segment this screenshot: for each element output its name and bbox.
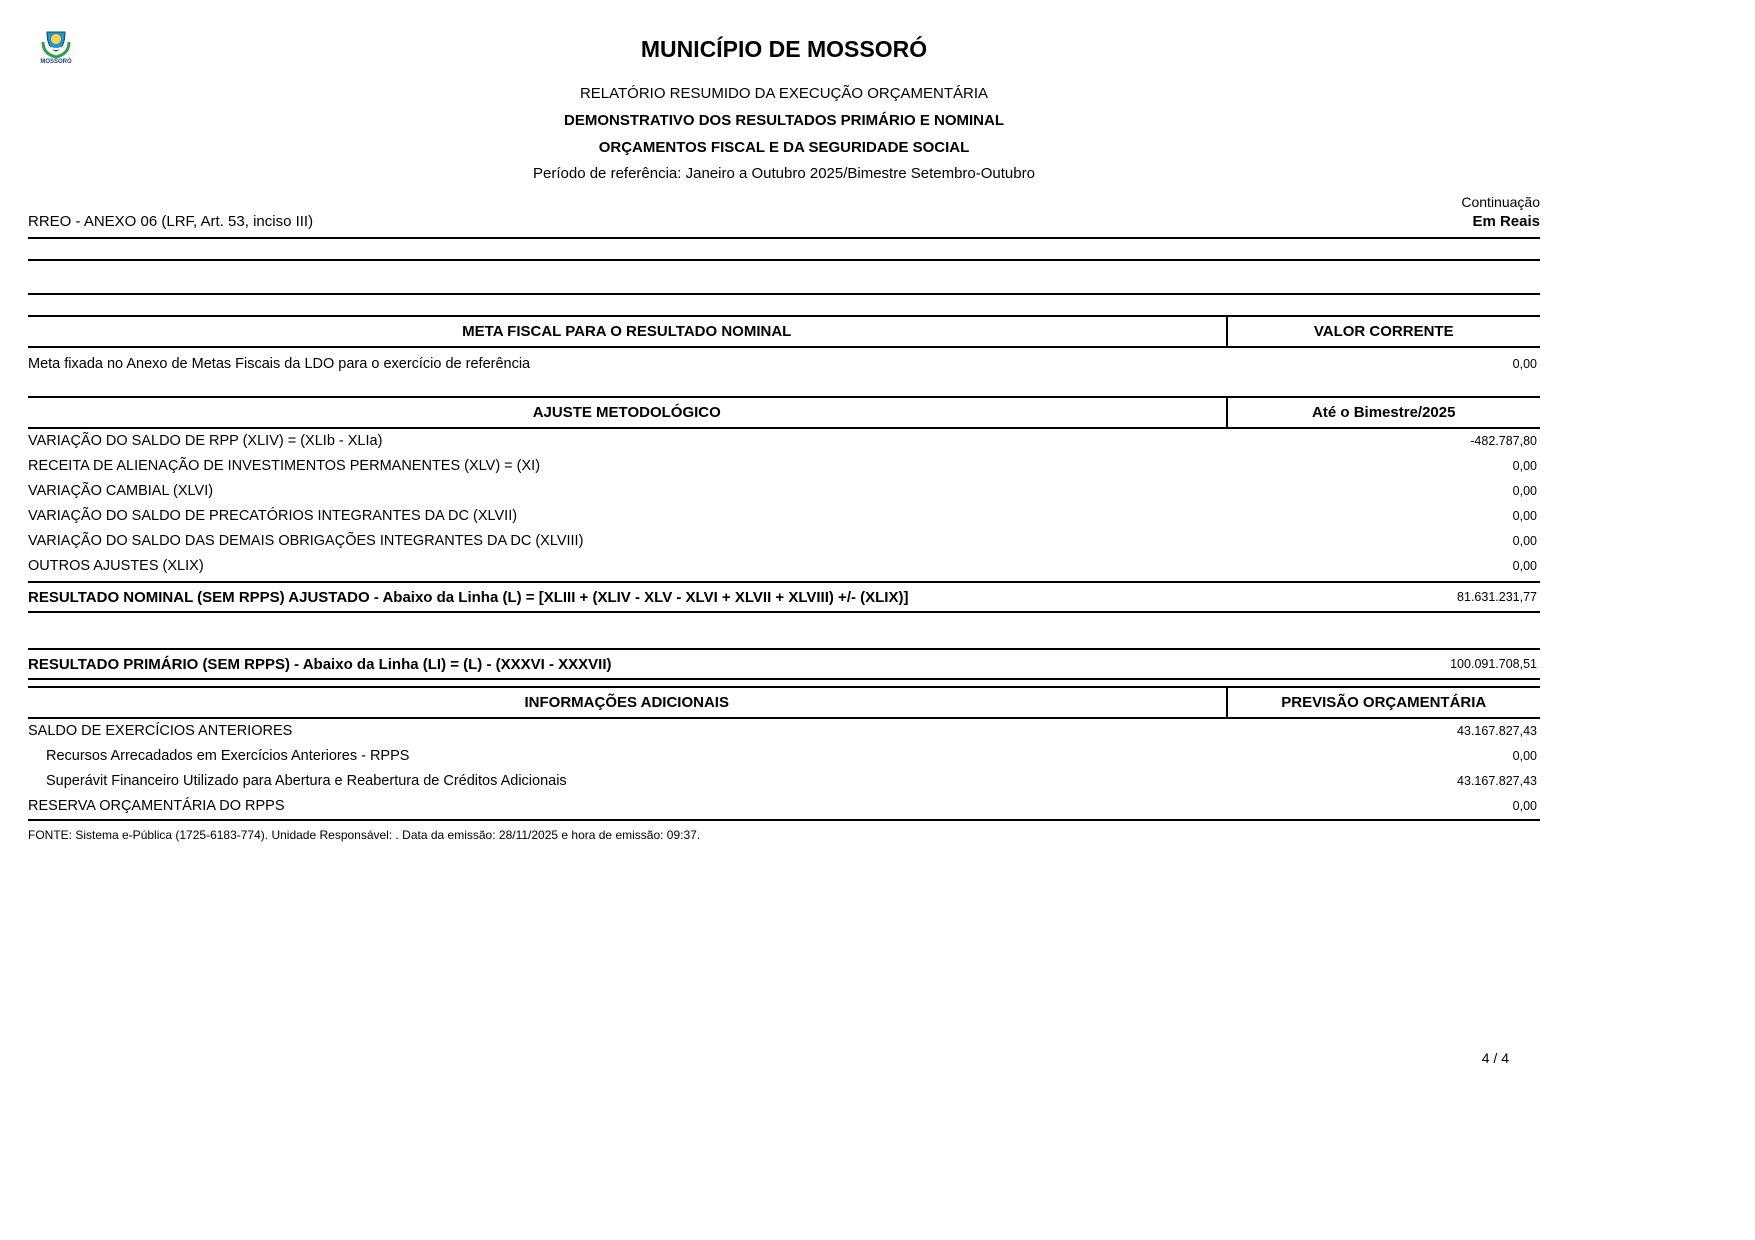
municipality-title: MUNICÍPIO DE MOSSORÓ (640, 36, 928, 62)
row-label: VARIAÇÃO DO SALDO DE PRECATÓRIOS INTEGRANTES DA DC (XLVII) (28, 508, 518, 524)
row-label: RESULTADO NOMINAL (SEM RPPS) AJUSTADO - Abaixo da Linha (L) = [XLIII + (XLIV - XLV - XLVI + XLVII + XLVIII) +/- (XLIX)] (28, 588, 909, 606)
row-value: 43.167.827,43 (1457, 724, 1537, 738)
report-content (28, 0, 1540, 842)
meta-fiscal-header (28, 317, 1540, 348)
row-label: OUTROS AJUSTES (XLIX) (28, 558, 204, 574)
meta-fiscal-header-value: VALOR CORRENTE (1226, 317, 1541, 346)
table-row (28, 429, 1540, 454)
logo-caption: MOSSORÓ (40, 59, 72, 65)
meta-fiscal-header-label: META FISCAL PARA O RESULTADO NOMINAL (462, 323, 792, 340)
fonte-line: FONTE: Sistema e-Pública (1725-6183-774). Unidade Responsável: . Data da emissão: 28/11/2025 e hora de emissão: 09:37. (28, 828, 701, 842)
currency-note: Em Reais (1472, 213, 1540, 230)
row-label: SALDO DE EXERCÍCIOS ANTERIORES (28, 723, 293, 739)
row-label: VARIAÇÃO DO SALDO DE RPP (XLIV) = (XLIb - XLIa) (28, 433, 383, 449)
row-value: 0,00 (1512, 357, 1537, 371)
informacoes-adicionais-table (28, 686, 1540, 821)
informacoes-header-label: INFORMAÇÕES ADICIONAIS (524, 694, 729, 711)
table-row (28, 744, 1540, 769)
row-value: 0,00 (1512, 534, 1537, 548)
table-row (28, 479, 1540, 504)
ajuste-header-label: AJUSTE METODOLÓGICO (532, 404, 721, 421)
informacoes-header (28, 688, 1540, 719)
row-label: Recursos Arrecadados em Exercícios Anteriores - RPPS (46, 748, 410, 764)
meta-fiscal-table (28, 293, 1540, 396)
row-label: RECEITA DE ALIENAÇÃO DE INVESTIMENTOS PERMANENTES (XLV) = (XI) (28, 458, 541, 474)
ajuste-header (28, 398, 1540, 429)
table-row (28, 529, 1540, 554)
municipality-logo (36, 26, 76, 65)
budgets-line: ORÇAMENTOS FISCAL E DA SEGURIDADE SOCIAL (598, 139, 970, 156)
row-value: -482.787,80 (1470, 434, 1537, 448)
resultado-primario-row (28, 648, 1540, 680)
report-titles (28, 0, 1540, 182)
annex-row (28, 213, 1540, 239)
divider-line (28, 259, 1540, 261)
row-value: 100.091.708,51 (1450, 657, 1537, 671)
annex-line: RREO - ANEXO 06 (LRF, Art. 53, inciso III) (28, 213, 314, 230)
table-row (28, 348, 1540, 396)
row-label: Meta fixada no Anexo de Metas Fiscais da LDO para o exercício de referência (28, 356, 531, 372)
table-row (28, 554, 1540, 579)
period-line: Período de referência: Janeiro a Outubro 2025/Bimestre Setembro-Outubro (533, 165, 1035, 182)
row-value: 43.167.827,43 (1457, 774, 1537, 788)
row-label: VARIAÇÃO CAMBIAL (XLVI) (28, 483, 214, 499)
ajuste-header-value: Até o Bimestre/2025 (1226, 398, 1541, 427)
row-value: 0,00 (1512, 459, 1537, 473)
row-value: 0,00 (1512, 559, 1537, 573)
row-value: 0,00 (1512, 484, 1537, 498)
row-label: RESERVA ORÇAMENTÁRIA DO RPPS (28, 798, 285, 814)
row-value: 81.631.231,77 (1457, 590, 1537, 604)
table-row (28, 794, 1540, 819)
continuation-note: Continuação (1461, 194, 1540, 210)
table-row (28, 769, 1540, 794)
informacoes-header-value: PREVISÃO ORÇAMENTÁRIA (1226, 688, 1541, 717)
row-value: 0,00 (1512, 749, 1537, 763)
report-title: RELATÓRIO RESUMIDO DA EXECUÇÃO ORÇAMENTÁRIA (579, 85, 989, 102)
table-bottom-border (28, 819, 1540, 821)
page-number: 4 / 4 (1481, 1050, 1509, 1066)
row-value: 0,00 (1512, 799, 1537, 813)
meta-fiscal-empty-strip (28, 295, 1540, 317)
table-row (28, 504, 1540, 529)
row-label: RESULTADO PRIMÁRIO (SEM RPPS) - Abaixo da Linha (LI) = (L) - (XXXVI - XXXVII) (28, 655, 612, 673)
ajuste-metodologico-table (28, 396, 1540, 613)
resultado-nominal-row (28, 581, 1540, 613)
row-label: VARIAÇÃO DO SALDO DAS DEMAIS OBRIGAÇÕES INTEGRANTES DA DC (XLVIII) (28, 533, 584, 549)
mossoro-crest-icon (36, 26, 76, 60)
statement-title: DEMONSTRATIVO DOS RESULTADOS PRIMÁRIO E NOMINAL (563, 112, 1004, 129)
table-row (28, 454, 1540, 479)
row-value: 0,00 (1512, 509, 1537, 523)
row-label: Superávit Financeiro Utilizado para Abertura e Reabertura de Créditos Adicionais (46, 773, 567, 789)
table-row (28, 719, 1540, 744)
